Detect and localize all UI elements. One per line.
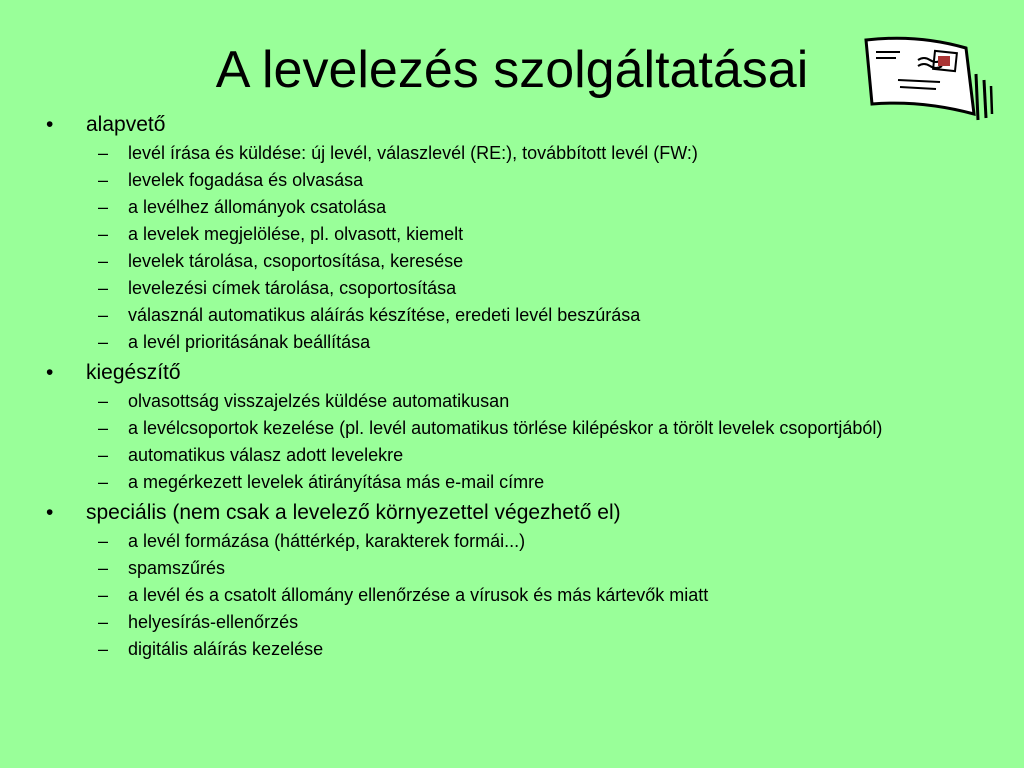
list-item-text: a levélcsoportok kezelése (pl. levél automatikus törlése kilépéskor a törölt levelek csoportjából) — [128, 418, 883, 438]
list-item — [0, 446, 968, 465]
list-item — [0, 392, 968, 411]
bullet-list — [0, 108, 1024, 667]
dash-icon: – — [98, 305, 109, 325]
dash-icon: – — [98, 418, 109, 438]
bullet-icon: • — [46, 113, 54, 136]
dash-icon: – — [98, 143, 109, 163]
list-item-text: levél írása és küldése: új levél, válaszlevél (RE:), továbbított levél (FW:) — [128, 143, 698, 163]
dash-icon: – — [98, 278, 109, 298]
dash-icon: – — [98, 251, 109, 271]
bullet-icon: • — [46, 361, 54, 384]
section-label: speciális (nem csak a levelező környezettel végezhető el) — [86, 501, 621, 524]
dash-icon: – — [98, 445, 109, 465]
dash-icon: – — [98, 585, 109, 605]
section-label: kiegészítő — [86, 361, 181, 384]
list-item — [0, 559, 968, 578]
list-item — [0, 640, 968, 659]
list-item — [0, 613, 968, 632]
list-item-text: a levelek megjelölése, pl. olvasott, kiemelt — [128, 224, 464, 244]
list-item-text: levelezési címek tárolása, csoportosítása — [128, 278, 457, 298]
list-item — [0, 586, 968, 605]
list-item — [0, 171, 968, 190]
list-item — [0, 198, 968, 217]
dash-icon: – — [98, 170, 109, 190]
list-item-text: spamszűrés — [128, 558, 226, 578]
list-item — [0, 473, 968, 492]
list-item-text: a levél formázása (háttérkép, karakterek formái...) — [128, 531, 526, 551]
dash-icon: – — [98, 639, 109, 659]
list-item — [0, 306, 968, 325]
list-item-text: olvasottság visszajelzés küldése automatikusan — [128, 391, 510, 411]
list-item — [0, 333, 968, 352]
list-item-text: válasznál automatikus aláírás készítése, eredeti levél beszúrása — [128, 305, 641, 325]
section-item — [0, 500, 986, 526]
section-label: alapvető — [86, 113, 166, 136]
list-item — [0, 279, 968, 298]
list-item-text: a megérkezett levelek átirányítása más e-mail címre — [128, 472, 545, 492]
list-item — [0, 225, 968, 244]
list-item-text: a levélhez állományok csatolása — [128, 197, 387, 217]
list-item-text: helyesírás-ellenőrzés — [128, 612, 299, 632]
list-item — [0, 252, 968, 271]
dash-icon: – — [98, 558, 109, 578]
slide-title: A levelezés szolgáltatásai — [215, 41, 809, 99]
list-item-text: levelek tárolása, csoportosítása, keresése — [128, 251, 464, 271]
dash-icon: – — [98, 472, 109, 492]
list-item — [0, 532, 968, 551]
dash-icon: – — [98, 224, 109, 244]
list-item-text: a levél és a csatolt állomány ellenőrzése a vírusok és más kártevők miatt — [128, 585, 709, 605]
dash-icon: – — [98, 391, 109, 411]
list-item-text: levelek fogadása és olvasása — [128, 170, 364, 190]
list-item-text: automatikus válasz adott levelekre — [128, 445, 404, 465]
dash-icon: – — [98, 531, 109, 551]
list-item — [0, 419, 968, 438]
section-item — [0, 360, 986, 386]
dash-icon: – — [98, 332, 109, 352]
section-item — [0, 112, 986, 138]
dash-icon: – — [98, 612, 109, 632]
dash-icon: – — [98, 197, 109, 217]
list-item — [0, 144, 968, 163]
list-item-text: digitális aláírás kezelése — [128, 639, 324, 659]
list-item-text: a levél prioritásának beállítása — [128, 332, 371, 352]
bullet-icon: • — [46, 501, 54, 524]
